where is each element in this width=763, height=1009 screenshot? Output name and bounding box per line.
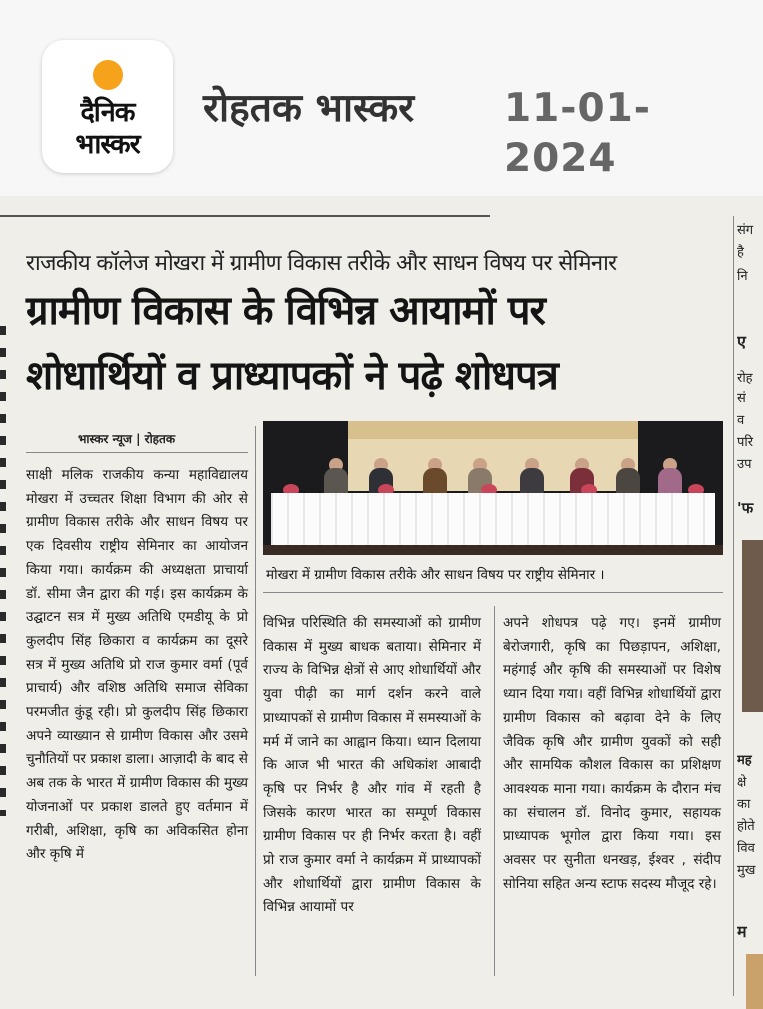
right-fragment: क्षे [737,775,747,790]
right-photo-fragment-2 [746,954,763,1009]
left-edge-fragment [0,326,6,816]
right-fragment: सं [737,391,746,406]
logo-text-line1: दैनिक [80,97,135,128]
dainik-bhaskar-logo [42,40,173,173]
article-column-3: अपने शोधपत्र पढ़े गए। इनमें ग्रामीण बेरोजगारी, कृषि का पिछड़ापन, अशिक्षा, महंगाई और कृषि की समस्याओं पर विशेष ध्यान दिया गया। वहीं विभिन्न शोधार्थियों द्वारा ग्रामीण विकास को बढ़ावा देने के लिए जैविक कृषि और ग्रामीण युवकों को सही और सामयिक कौशल विकास का प्रशिक्षण आवश्यक माना गया। कार्यक्रम के दौरान मंच का संचालन डॉ. विनोद कुमार, सहायक प्राध्यापक भूगोल द्वारा किया गया। इस अवसर पर सुनीता धनखड़, ईश्वर , संदीप सोनिया सहित अन्य स्टाफ सदस्य मौजूद रहे। [503,615,721,892]
right-fragment: नि [737,269,748,284]
headline-line2: शोधार्थियों व प्राध्यापकों ने पढ़े शोधपत्र [26,353,558,399]
right-fragment: मुख [737,863,756,878]
seminar-photo [263,421,723,555]
column-rule-2 [494,606,495,976]
caption-rule [263,592,723,593]
column-rule-1 [255,426,256,976]
right-fragment: परि [737,435,754,450]
right-fragment: 'फ [737,499,754,517]
article-lead-column: साक्षी मलिक राजकीय कन्या महाविद्यालय मोखरा में उच्चतर शिक्षा विभाग की ओर से ग्रामीण विकास तरीके और साधन विषय पर एक दिवसीय राष्ट्रीय सेमिनार का आयोजन किया गया। कार्यक्रम की अध्यक्षता प्राचार्या डॉ. सीमा जैन द्वारा की गई। इस कार्यक्रम के उद्घाटन सत्र में मुख्य अतिथि एमडीयू के प्रो कुलदीप सिंह छिकारा व कार्यक्रम का दूसरे सत्र में मुख्य अतिथि प्रो राज कुमार वर्मा (पूर्व प्राचार्य) और वशिष्ठ अतिथि समाज सेविका परमजीत कुंडू रही। प्रो कुलदीप सिंह छिकारा अपने व्याख्यान से ग्रामीण विकास और उसमे चुनौतियों पर प्रकाश डाला। आज़ादी के बाद से अब तक के भारत में ग्रामीण विकास की मुख्य योजनाओं पर प्रकाश डालते हुए वर्तमान में गरीबी, अशिक्षा, कृषि का अविकसित होना और कृषि में [26,467,248,863]
logo-text-line2: भास्कर [75,129,140,160]
right-fragment: विव [737,841,755,856]
right-fragment: संग [737,223,754,238]
article-kicker: राजकीय कॉलेज मोखरा में ग्रामीण विकास तरीके और साधन विषय पर सेमिनार [26,251,617,276]
right-fragment: का [737,797,751,812]
top-divider [0,215,490,217]
column-rule-3 [733,216,734,996]
byline: भास्कर न्यूज | रोहतक [78,432,176,446]
right-fragment: उप [737,457,752,472]
photo-caption: मोखरा में ग्रामीण विकास तरीके और साधन विषय पर राष्ट्रीय सेमिनार । [266,567,605,583]
right-fragment: रोह [737,371,753,386]
right-photo-fragment [742,540,763,712]
headline-line1: ग्रामीण विकास के विभिन्न आयामों पर [26,288,545,334]
right-fragment: है [737,245,744,260]
right-fragment: म [737,922,747,941]
app-header [0,0,763,196]
right-fragment: मह [737,753,752,768]
right-fragment: होते [737,819,755,834]
sun-icon [93,60,123,90]
edition-date: 11-01-2024 [504,86,651,181]
edition-title: रोहतक भास्कर [203,86,415,131]
article-column-2: विभिन्न परिस्थिति की समस्याओं को ग्रामीण विकास में मुख्य बाधक बताया। सेमिनार में राज्य के विभिन्न क्षेत्रों से आए शोधार्थियों और युवा पीढ़ी का मार्ग दर्शन करने वाले प्राध्यापकों से ग्रामीण विकास में समस्याओं के मर्म में जाने का आह्वान किया। ध्यान दिलाया कि आज भी भारत की अधिकांश आबादी कृषि पर निर्भर है और गांव में रहती है जिसके कारण भारत का सम्पूर्ण विकास ग्रामीण विकास पर ही निर्भर करता है। वहीं प्रो राज कुमार वर्मा ने कार्यक्रम में प्राध्यापकों और शोधार्थियों द्वारा ग्रामीण विकास के विभिन्न आयामों पर [263,615,481,916]
newspaper-clipping [0,196,763,1009]
stage-table [271,493,715,545]
byline-rule [26,452,248,453]
right-fragment: व [737,413,745,428]
right-fragment: ए [737,332,746,351]
